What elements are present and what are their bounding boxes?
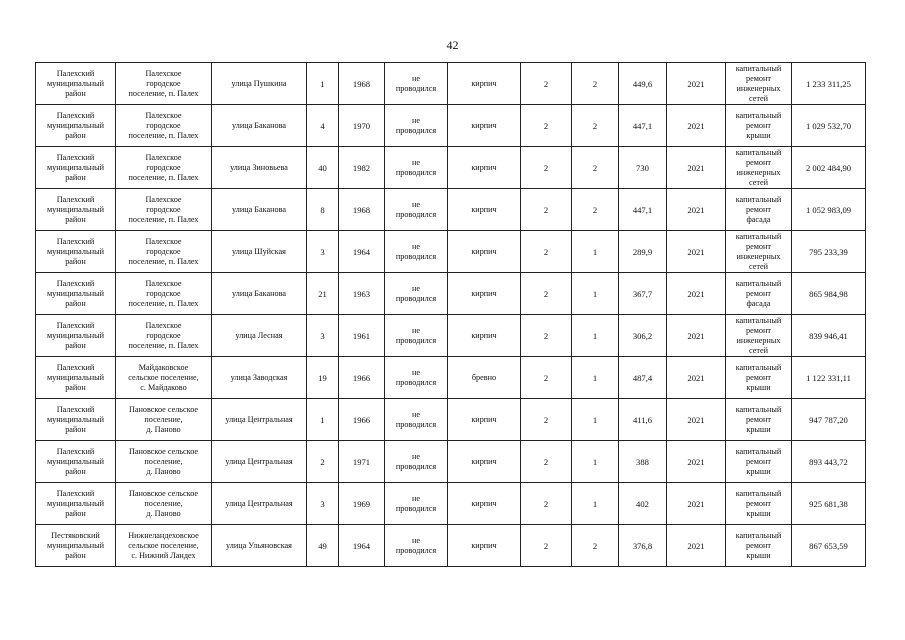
repair-type-cell: капитальный ремонт крыши <box>726 399 792 441</box>
previous-repair-cell: не проводился <box>385 147 448 189</box>
wall-material-cell: кирпич <box>448 147 521 189</box>
previous-repair-cell: не проводился <box>385 357 448 399</box>
district-cell: Палехский муниципальный район <box>36 357 116 399</box>
district-cell: Палехский муниципальный район <box>36 189 116 231</box>
street-cell: улица Центральная <box>212 483 307 525</box>
area-cell: 367,7 <box>619 273 667 315</box>
wall-material-cell: кирпич <box>448 63 521 105</box>
planned-year-cell: 2021 <box>667 315 726 357</box>
settlement-cell: Майдаковское сельское поселение, с. Майдаково <box>116 357 212 399</box>
floors-cell: 2 <box>521 525 572 567</box>
entrances-cell: 2 <box>572 189 619 231</box>
floors-cell: 2 <box>521 357 572 399</box>
house-number-cell: 19 <box>307 357 339 399</box>
table-row <box>36 357 866 399</box>
area-cell: 376,8 <box>619 525 667 567</box>
area-cell: 306,2 <box>619 315 667 357</box>
wall-material-cell: кирпич <box>448 441 521 483</box>
district-cell: Палехский муниципальный район <box>36 231 116 273</box>
table-row <box>36 231 866 273</box>
house-number-cell: 49 <box>307 525 339 567</box>
wall-material-cell: кирпич <box>448 525 521 567</box>
settlement-cell: Пановское сельское поселение, д. Паново <box>116 483 212 525</box>
settlement-cell: Палехское городское поселение, п. Палех <box>116 231 212 273</box>
street-cell: улица Шуйская <box>212 231 307 273</box>
settlement-cell: Палехское городское поселение, п. Палех <box>116 273 212 315</box>
year-cell: 1971 <box>339 441 385 483</box>
cost-cell: 925 681,38 <box>792 483 866 525</box>
settlement-cell: Пановское сельское поселение, д. Паново <box>116 441 212 483</box>
repair-type-cell: капитальный ремонт крыши <box>726 105 792 147</box>
district-cell: Палехский муниципальный район <box>36 483 116 525</box>
table-row <box>36 273 866 315</box>
repair-type-cell: капитальный ремонт крыши <box>726 357 792 399</box>
house-number-cell: 3 <box>307 231 339 273</box>
area-cell: 730 <box>619 147 667 189</box>
wall-material-cell: кирпич <box>448 273 521 315</box>
floors-cell: 2 <box>521 189 572 231</box>
settlement-cell: Палехское городское поселение, п. Палех <box>116 147 212 189</box>
cost-cell: 2 002 484,90 <box>792 147 866 189</box>
year-cell: 1970 <box>339 105 385 147</box>
cost-cell: 795 233,39 <box>792 231 866 273</box>
year-cell: 1968 <box>339 189 385 231</box>
year-cell: 1968 <box>339 63 385 105</box>
street-cell: улица Заводская <box>212 357 307 399</box>
repair-type-cell: капитальный ремонт инженерных сетей <box>726 147 792 189</box>
previous-repair-cell: не проводился <box>385 189 448 231</box>
street-cell: улица Лесная <box>212 315 307 357</box>
previous-repair-cell: не проводился <box>385 63 448 105</box>
wall-material-cell: кирпич <box>448 483 521 525</box>
planned-year-cell: 2021 <box>667 441 726 483</box>
repair-type-cell: капитальный ремонт инженерных сетей <box>726 315 792 357</box>
cost-cell: 839 946,41 <box>792 315 866 357</box>
cost-cell: 893 443,72 <box>792 441 866 483</box>
floors-cell: 2 <box>521 231 572 273</box>
district-cell: Пестяковский муниципальный район <box>36 525 116 567</box>
entrances-cell: 2 <box>572 63 619 105</box>
entrances-cell: 1 <box>572 399 619 441</box>
house-number-cell: 1 <box>307 399 339 441</box>
street-cell: улица Баканова <box>212 273 307 315</box>
settlement-cell: Палехское городское поселение, п. Палех <box>116 105 212 147</box>
table-row <box>36 399 866 441</box>
entrances-cell: 2 <box>572 105 619 147</box>
cost-cell: 1 052 983,09 <box>792 189 866 231</box>
area-cell: 487,4 <box>619 357 667 399</box>
table-row <box>36 63 866 105</box>
page-number: 42 <box>446 38 459 52</box>
house-number-cell: 3 <box>307 483 339 525</box>
entrances-cell: 1 <box>572 357 619 399</box>
settlement-cell: Палехское городское поселение, п. Палех <box>116 315 212 357</box>
floors-cell: 2 <box>521 63 572 105</box>
table-row <box>36 189 866 231</box>
wall-material-cell: кирпич <box>448 189 521 231</box>
planned-year-cell: 2021 <box>667 231 726 273</box>
planned-year-cell: 2021 <box>667 63 726 105</box>
table-row <box>36 525 866 567</box>
floors-cell: 2 <box>521 147 572 189</box>
planned-year-cell: 2021 <box>667 273 726 315</box>
house-number-cell: 3 <box>307 315 339 357</box>
street-cell: улица Баканова <box>212 189 307 231</box>
repair-type-cell: капитальный ремонт крыши <box>726 441 792 483</box>
table-row <box>36 483 866 525</box>
district-cell: Палехский муниципальный район <box>36 63 116 105</box>
street-cell: улица Ульяновская <box>212 525 307 567</box>
cost-cell: 1 029 532,70 <box>792 105 866 147</box>
year-cell: 1966 <box>339 399 385 441</box>
area-cell: 447,1 <box>619 189 667 231</box>
repair-type-cell: капитальный ремонт крыши <box>726 525 792 567</box>
house-number-cell: 2 <box>307 441 339 483</box>
entrances-cell: 1 <box>572 483 619 525</box>
district-cell: Палехский муниципальный район <box>36 441 116 483</box>
district-cell: Палехский муниципальный район <box>36 273 116 315</box>
floors-cell: 2 <box>521 105 572 147</box>
settlement-cell: Нижнеландеховское сельское поселение, с. Нижний Ландех <box>116 525 212 567</box>
floors-cell: 2 <box>521 483 572 525</box>
cost-cell: 947 787,20 <box>792 399 866 441</box>
previous-repair-cell: не проводился <box>385 105 448 147</box>
year-cell: 1966 <box>339 357 385 399</box>
street-cell: улица Пушкина <box>212 63 307 105</box>
planned-year-cell: 2021 <box>667 105 726 147</box>
settlement-cell: Палехское городское поселение, п. Палех <box>116 189 212 231</box>
area-cell: 289,9 <box>619 231 667 273</box>
year-cell: 1969 <box>339 483 385 525</box>
entrances-cell: 1 <box>572 273 619 315</box>
street-cell: улица Центральная <box>212 399 307 441</box>
wall-material-cell: кирпич <box>448 399 521 441</box>
year-cell: 1964 <box>339 525 385 567</box>
planned-year-cell: 2021 <box>667 357 726 399</box>
previous-repair-cell: не проводился <box>385 441 448 483</box>
district-cell: Палехский муниципальный район <box>36 315 116 357</box>
floors-cell: 2 <box>521 315 572 357</box>
house-number-cell: 4 <box>307 105 339 147</box>
area-cell: 402 <box>619 483 667 525</box>
settlement-cell: Палехское городское поселение, п. Палех <box>116 63 212 105</box>
repair-type-cell: капитальный ремонт крыши <box>726 483 792 525</box>
area-cell: 388 <box>619 441 667 483</box>
wall-material-cell: кирпич <box>448 105 521 147</box>
cost-cell: 867 653,59 <box>792 525 866 567</box>
table-body <box>36 63 866 567</box>
housing-repair-table <box>35 62 866 567</box>
entrances-cell: 1 <box>572 315 619 357</box>
house-number-cell: 8 <box>307 189 339 231</box>
district-cell: Палехский муниципальный район <box>36 399 116 441</box>
previous-repair-cell: не проводился <box>385 273 448 315</box>
previous-repair-cell: не проводился <box>385 315 448 357</box>
previous-repair-cell: не проводился <box>385 231 448 273</box>
floors-cell: 2 <box>521 273 572 315</box>
entrances-cell: 1 <box>572 231 619 273</box>
house-number-cell: 21 <box>307 273 339 315</box>
street-cell: улица Центральная <box>212 441 307 483</box>
area-cell: 449,6 <box>619 63 667 105</box>
previous-repair-cell: не проводился <box>385 483 448 525</box>
repair-type-cell: капитальный ремонт фасада <box>726 189 792 231</box>
table-row <box>36 315 866 357</box>
settlement-cell: Пановское сельское поселение, д. Паново <box>116 399 212 441</box>
planned-year-cell: 2021 <box>667 189 726 231</box>
table-row <box>36 441 866 483</box>
repair-type-cell: капитальный ремонт инженерных сетей <box>726 63 792 105</box>
year-cell: 1961 <box>339 315 385 357</box>
wall-material-cell: кирпич <box>448 231 521 273</box>
house-number-cell: 40 <box>307 147 339 189</box>
year-cell: 1982 <box>339 147 385 189</box>
wall-material-cell: бревно <box>448 357 521 399</box>
year-cell: 1963 <box>339 273 385 315</box>
entrances-cell: 2 <box>572 147 619 189</box>
planned-year-cell: 2021 <box>667 399 726 441</box>
area-cell: 411,6 <box>619 399 667 441</box>
district-cell: Палехский муниципальный район <box>36 147 116 189</box>
entrances-cell: 2 <box>572 525 619 567</box>
street-cell: улица Баканова <box>212 105 307 147</box>
repair-type-cell: капитальный ремонт инженерных сетей <box>726 231 792 273</box>
planned-year-cell: 2021 <box>667 525 726 567</box>
entrances-cell: 1 <box>572 441 619 483</box>
house-number-cell: 1 <box>307 63 339 105</box>
floors-cell: 2 <box>521 441 572 483</box>
planned-year-cell: 2021 <box>667 147 726 189</box>
area-cell: 447,1 <box>619 105 667 147</box>
district-cell: Палехский муниципальный район <box>36 105 116 147</box>
cost-cell: 1 233 311,25 <box>792 63 866 105</box>
floors-cell: 2 <box>521 399 572 441</box>
cost-cell: 1 122 331,11 <box>792 357 866 399</box>
previous-repair-cell: не проводился <box>385 525 448 567</box>
previous-repair-cell: не проводился <box>385 399 448 441</box>
planned-year-cell: 2021 <box>667 483 726 525</box>
street-cell: улица Зиновьева <box>212 147 307 189</box>
table-row <box>36 147 866 189</box>
table-row <box>36 105 866 147</box>
cost-cell: 865 984,98 <box>792 273 866 315</box>
year-cell: 1964 <box>339 231 385 273</box>
wall-material-cell: кирпич <box>448 315 521 357</box>
repair-type-cell: капитальный ремонт фасада <box>726 273 792 315</box>
